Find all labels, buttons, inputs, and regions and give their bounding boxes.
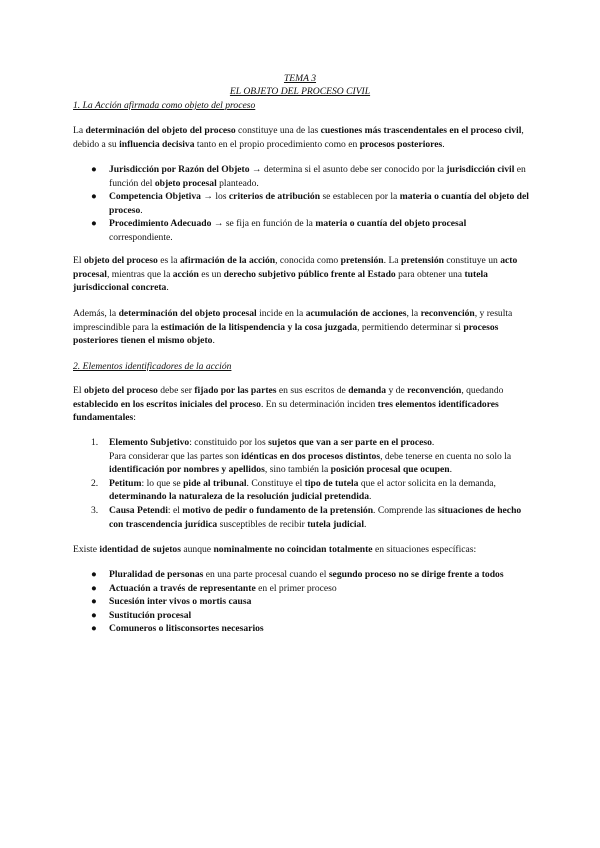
text-run: aunque xyxy=(180,544,214,555)
text-run: Existe xyxy=(73,544,100,555)
bold-text-run: idénticas en dos procesos distintos xyxy=(241,450,381,462)
bullet-icon: ● xyxy=(91,623,97,635)
bold-text-run: Petitum xyxy=(109,477,142,489)
text-run: . Comprende las xyxy=(373,504,439,516)
section-2-heading: 2. Elementos identificadores de la acción xyxy=(73,361,232,372)
item-number: 3. xyxy=(91,504,99,516)
bold-text-run: Elemento Subjetivo xyxy=(109,437,190,448)
text-run: , conocida como xyxy=(275,255,341,266)
numbered-item xyxy=(91,504,531,531)
text-run: : lo que se xyxy=(141,477,184,489)
text-run: El xyxy=(73,255,84,266)
bold-text-run: tres elementos identificadores fundamentales xyxy=(73,398,499,424)
list-item xyxy=(91,163,531,190)
bold-text-run: Competencia Objetiva → xyxy=(109,191,213,203)
text-run: , mientras que la xyxy=(106,268,173,280)
section-2-numbered-list xyxy=(91,436,531,531)
text-run: constituye un xyxy=(443,255,501,266)
section-2-bullet-list xyxy=(91,568,531,636)
bold-text-run: reconvención xyxy=(407,385,462,396)
list-item xyxy=(91,622,531,636)
bold-text-run: criterios de atribución xyxy=(228,191,321,203)
numbered-item xyxy=(91,477,531,504)
section-2-paragraph-1 xyxy=(73,384,531,425)
bold-text-run: objeto del proceso xyxy=(83,255,158,266)
text-run: , debido a su xyxy=(73,125,524,150)
bold-text-run: acumulación de acciones xyxy=(305,308,407,319)
text-run: incide en la xyxy=(256,308,306,319)
bold-text-run: sujetos que van a ser parte en el proceso xyxy=(268,437,432,448)
bullet-icon: ● xyxy=(91,218,97,230)
bold-text-run: pretensión xyxy=(340,255,384,266)
text-run: y de xyxy=(386,385,408,396)
document-title: EL OBJETO DEL PROCESO CIVIL xyxy=(229,86,371,97)
text-run: , y resulta imprescindible para la xyxy=(73,308,513,333)
text-run: . Constituye el xyxy=(246,477,305,489)
bullet-icon: ● xyxy=(91,164,97,175)
numbered-item-text xyxy=(109,504,531,531)
text-run: El xyxy=(73,385,84,396)
text-run: , debe tenerse en cuenta no solo la xyxy=(380,450,512,462)
text-run: Además, la xyxy=(73,308,119,319)
bold-text-run: afirmación de la acción xyxy=(179,255,276,266)
text-run: tanto en el propio procedimiento como en xyxy=(194,138,360,150)
text-run: : xyxy=(133,412,136,424)
bold-text-run: influencia decisiva xyxy=(119,138,195,150)
numbered-item-text xyxy=(109,477,531,504)
bold-text-run: fijado por las partes xyxy=(194,385,277,396)
bold-text-run: pide al tribunal xyxy=(183,477,247,489)
bold-text-run: segundo proceso no se dirige frente a todos xyxy=(328,569,504,580)
bold-text-run: Sucesión inter vivos o mortis causa xyxy=(109,596,252,608)
text-run: debe ser xyxy=(157,385,195,396)
list-item xyxy=(91,217,531,244)
text-run: , quedando xyxy=(461,385,504,396)
bold-text-run: Pluralidad de personas xyxy=(109,569,204,580)
numbered-item-text xyxy=(109,436,531,450)
text-run: : constituido por los xyxy=(189,437,269,448)
bold-text-run: posición procesal que ocupen xyxy=(330,464,450,476)
section-2-paragraph-2 xyxy=(73,543,531,557)
bold-text-run: tutela judicial xyxy=(307,518,364,530)
text-run: constituye una de las xyxy=(235,125,321,136)
text-run: en el primer proceso xyxy=(255,582,337,594)
text-run: . xyxy=(369,491,372,503)
text-run: Para considerar que las partes son xyxy=(109,450,242,462)
section-1-paragraph-3 xyxy=(73,307,531,348)
bold-text-run: Comuneros o litisconsortes necesarios xyxy=(109,623,264,635)
bold-text-run: determinación del objeto del proceso xyxy=(85,125,236,136)
item-number: 2. xyxy=(91,477,99,489)
bullet-icon: ● xyxy=(91,569,97,580)
bold-text-run: motivo de pedir o fundamento de la pretensión xyxy=(182,504,374,516)
bold-text-run: acto procesal xyxy=(73,255,518,280)
bold-text-run: determinando la naturaleza de la resolución judicial pretendida xyxy=(109,491,370,503)
bold-text-run: reconvención xyxy=(420,308,475,319)
bullet-icon: ● xyxy=(91,582,97,594)
text-run: . En su determinación inciden xyxy=(260,398,378,410)
text-run: que el actor solicita en la demanda, xyxy=(358,477,496,489)
bold-text-run: pretensión xyxy=(400,255,444,266)
item-number: 1. xyxy=(91,437,99,448)
text-run: . La xyxy=(383,255,401,266)
bold-text-run: estimación de la litispendencia y la cosa juzgada xyxy=(160,321,358,333)
bold-text-run: materia o cuantía del objeto del proceso xyxy=(109,191,529,216)
list-item xyxy=(91,582,531,596)
text-run: se fija en función de la xyxy=(223,218,316,230)
bold-text-run: nominalmente no coincidan totalmente xyxy=(213,544,373,555)
bold-text-run: materia o cuantía del objeto procesal xyxy=(315,218,467,230)
text-run: . xyxy=(212,335,215,347)
bold-text-run: derecho subjetivo público frente al Estado xyxy=(223,268,396,280)
list-item xyxy=(91,190,531,217)
text-run: . xyxy=(431,437,435,448)
numbered-item xyxy=(91,436,531,477)
text-run: los xyxy=(212,191,229,203)
bullet-icon: ● xyxy=(91,609,97,621)
text-run: , sino también la xyxy=(264,464,331,476)
bold-text-run: Causa Petendi xyxy=(109,504,168,516)
text-run: en una parte procesal cuando el xyxy=(203,569,329,580)
bold-text-run: tipo de tutela xyxy=(304,477,359,489)
bold-text-run: identidad de sujetos xyxy=(99,544,181,555)
bold-text-run: situaciones de hecho con trascendencia jurídica xyxy=(109,504,522,530)
section-1-heading: 1. La Acción afirmada como objeto del proceso xyxy=(73,100,256,111)
text-run: planteado. xyxy=(216,177,259,189)
document-tema: TEMA 3 xyxy=(283,73,317,84)
text-run: es un xyxy=(198,268,224,280)
list-item xyxy=(91,595,531,609)
text-run: . xyxy=(442,138,445,150)
bold-text-run: determinación del objeto procesal xyxy=(118,308,257,319)
text-run: en situaciones específicas: xyxy=(372,544,477,555)
bold-text-run: Actuación a través de representante xyxy=(109,582,256,594)
numbered-item-detail xyxy=(109,450,531,477)
text-run: . xyxy=(140,204,143,216)
bold-text-run: identificación por nombres y apellidos xyxy=(109,464,265,476)
text-run: . xyxy=(449,464,453,476)
section-1-bullet-list xyxy=(91,163,531,245)
section-1-paragraph-2 xyxy=(73,254,531,295)
text-run: determina si el asunto debe ser conocido por la xyxy=(261,164,447,175)
text-run: en sus escritos de xyxy=(276,385,349,396)
text-run: es la xyxy=(157,255,180,266)
bold-text-run: Sustitución procesal xyxy=(109,609,192,621)
bold-text-run: objeto del proceso xyxy=(83,385,158,396)
bold-text-run: demanda xyxy=(348,385,387,396)
bold-text-run: Procedimiento Adecuado → xyxy=(109,218,224,230)
bold-text-run: procesos posteriores xyxy=(359,138,443,150)
bold-text-run: jurisdicción civil xyxy=(446,164,515,175)
bold-text-run: tutela jurisdiccional concreta xyxy=(73,268,488,294)
text-run: para obtener una xyxy=(395,268,465,280)
bold-text-run: cuestiones más trascendentales en el proceso civil xyxy=(320,125,522,136)
bullet-icon: ● xyxy=(91,191,97,203)
bold-text-run: objeto procesal xyxy=(154,177,217,189)
list-item xyxy=(91,568,531,582)
bold-text-run: acción xyxy=(172,268,199,280)
bold-text-run: Jurisdicción por Razón del Objeto → xyxy=(109,164,262,175)
text-run: . xyxy=(364,518,367,530)
text-run: correspondiente. xyxy=(109,231,173,243)
text-run: susceptibles de recibir xyxy=(217,518,308,530)
bold-text-run: procesos posteriores tienen el mismo objeto xyxy=(73,321,499,347)
text-run: La xyxy=(73,125,86,136)
bullet-icon: ● xyxy=(91,596,97,608)
text-run: , la xyxy=(406,308,421,319)
text-run: se establecen por la xyxy=(320,191,400,203)
list-item xyxy=(91,609,531,623)
text-run: . xyxy=(166,282,169,294)
text-run: : el xyxy=(167,504,183,516)
bold-text-run: establecido en los escritos iniciales del proceso xyxy=(73,398,261,410)
text-run: en función del xyxy=(109,164,526,189)
section-1-paragraph-1 xyxy=(73,124,531,151)
text-run: , permitiendo determinar si xyxy=(357,321,464,333)
